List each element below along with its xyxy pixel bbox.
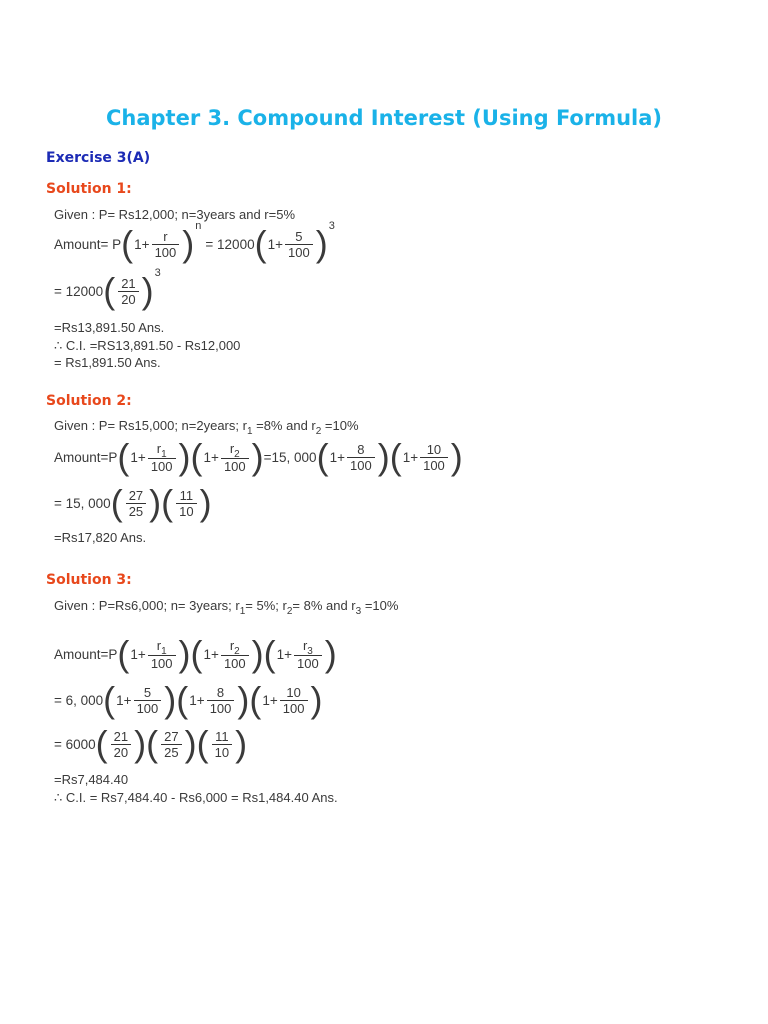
denominator: 100: [294, 655, 322, 671]
given-part: = 5%; r: [245, 598, 287, 613]
page-title: Chapter 3. Compound Interest (Using Formula): [105, 106, 663, 130]
given-part: = 8% and r: [292, 598, 356, 613]
r-symbol: r: [156, 637, 162, 653]
fraction: [176, 488, 196, 519]
amount-label: Amount= P: [54, 236, 122, 252]
subscript: 2: [234, 645, 240, 657]
denominator: 100: [347, 457, 375, 473]
solution-3-given: [54, 598, 399, 617]
amount-label: Amount=P: [54, 449, 118, 465]
equals-value: = 12000: [205, 236, 255, 252]
numerator: 8: [357, 441, 365, 457]
subscript: 2: [315, 426, 322, 437]
step-prefix: = 15, 000: [54, 495, 111, 511]
denominator: 100: [280, 700, 308, 716]
solution-2-heading: Solution 2:: [46, 393, 132, 409]
numerator: [154, 441, 170, 458]
numerator: [154, 638, 170, 655]
subscript: 1: [161, 448, 167, 460]
denominator: 20: [118, 291, 138, 307]
bracket: [117, 439, 190, 475]
bracket: [191, 439, 264, 475]
step-prefix: = 12000: [54, 283, 104, 299]
bracket: [146, 726, 196, 762]
numerator: 10: [426, 441, 442, 457]
one-plus: ( 1+: [267, 236, 283, 252]
denominator: 20: [111, 744, 131, 760]
bracket: [161, 485, 211, 521]
denominator: 100: [285, 244, 313, 260]
exponent: 3: [328, 220, 335, 232]
step-prefix: = 6000: [54, 736, 96, 752]
denominator: 100: [148, 458, 176, 474]
subscript: 2: [286, 606, 293, 617]
one-plus: ( 1+: [402, 449, 419, 465]
solution-3-ci: ∴ C.I. = Rs7,484.40 - Rs6,000 = Rs1,484.40 Ans.: [54, 790, 338, 805]
solution-3-result: =Rs7,484.40: [54, 772, 129, 787]
fraction: [118, 276, 138, 307]
bracket: [390, 439, 463, 475]
solution-1-given: Given : P= Rs12,000; n=3years and r=5%: [54, 207, 296, 222]
subscript: 1: [239, 606, 246, 617]
denominator: 100: [207, 700, 235, 716]
bracket: [111, 485, 161, 521]
numerator: ( 27: [164, 728, 179, 744]
one-plus: ( 1+: [189, 692, 205, 708]
fraction: [148, 441, 176, 474]
exponent: n: [195, 220, 202, 232]
solution-2-step: [54, 485, 212, 521]
equals-value: =15, 000: [263, 449, 317, 465]
bracket: [103, 273, 153, 309]
solution-1-result: =Rs13,891.50 Ans.: [54, 320, 165, 335]
denominator: 100: [148, 655, 176, 671]
subscript: 1: [246, 426, 253, 437]
solution-3-heading: Solution 3:: [46, 572, 132, 588]
subscript: 3: [355, 606, 362, 617]
solution-3-amount-formula: [54, 636, 337, 672]
exercise-heading: Exercise 3(A): [46, 150, 151, 166]
bracket: [103, 682, 176, 718]
bracket: [264, 636, 337, 672]
given-part: =10%: [361, 598, 399, 613]
one-plus: ( 1+: [203, 646, 219, 662]
subscript: 1: [161, 645, 167, 657]
denominator: 10: [176, 503, 196, 519]
bracket: [121, 226, 194, 262]
numerator: 5: [295, 228, 303, 244]
exponent: 3: [154, 267, 161, 279]
fraction: [148, 638, 176, 671]
denominator: 25: [126, 503, 146, 519]
fraction: [420, 442, 448, 473]
subscript: 3: [307, 645, 313, 657]
solution-2-result: =Rs17,820 Ans.: [54, 530, 147, 545]
numerator: ( 21: [113, 728, 129, 744]
given-part: =8% and r: [252, 418, 316, 433]
solution-1-heading: Solution 1:: [46, 181, 132, 197]
bracket: [176, 682, 249, 718]
denominator: 100: [420, 457, 448, 473]
numerator: [300, 638, 316, 655]
r-symbol: r: [156, 440, 162, 456]
fraction: [126, 488, 146, 519]
one-plus: ( 1+: [276, 646, 293, 662]
denominator: 100: [221, 458, 249, 474]
fraction: [347, 442, 375, 473]
given-part: Given : P= Rs15,000; n=2years; r: [54, 418, 247, 433]
bracket: [317, 439, 390, 475]
fraction: [221, 638, 249, 671]
fraction: [111, 729, 131, 760]
numerator: ( 11: [179, 487, 194, 503]
one-plus: ( 1+: [329, 449, 345, 465]
solution-1-step: [54, 267, 161, 309]
fraction: [134, 685, 162, 716]
numerator: [227, 638, 243, 655]
numerator: 8: [216, 684, 225, 700]
numerator: ( 27: [128, 487, 144, 503]
numerator: ( 21: [121, 275, 136, 291]
solution-1-ci: ∴ C.I. =RS13,891.50 - Rs12,000: [54, 338, 241, 353]
denominator: 10: [212, 744, 232, 760]
bracket: [117, 636, 190, 672]
one-plus: ( 1+: [203, 449, 219, 465]
one-plus: ( 1+: [262, 692, 278, 708]
denominator: 100: [152, 244, 180, 260]
given-part: =10%: [321, 418, 359, 433]
amount-label: Amount=P: [54, 646, 118, 662]
numerator: [227, 441, 243, 458]
r-symbol: r: [302, 637, 308, 653]
solution-1-amount-formula: [54, 220, 335, 262]
solution-2-amount-formula: [54, 439, 463, 475]
numerator: ( 11: [215, 728, 229, 744]
subscript: 2: [234, 448, 240, 460]
fraction: [221, 441, 249, 474]
denominator: 25: [161, 744, 181, 760]
numerator: 5: [143, 684, 152, 700]
solution-1-final: = Rs1,891.50 Ans.: [54, 355, 161, 370]
r-symbol: r: [229, 440, 235, 456]
one-plus: ( 1+: [116, 692, 132, 708]
fraction: [161, 729, 181, 760]
denominator: 100: [221, 655, 249, 671]
fraction: [212, 729, 232, 760]
solution-3-substitution: [54, 682, 323, 718]
one-plus: ( 1+: [134, 236, 150, 252]
fraction: [207, 685, 235, 716]
numerator: r: [163, 228, 168, 244]
fraction: [285, 229, 313, 260]
fraction: [294, 638, 322, 671]
r-symbol: r: [229, 637, 235, 653]
solution-3-step: [54, 726, 247, 762]
bracket: [249, 682, 322, 718]
bracket: [255, 226, 328, 262]
fraction: [152, 229, 180, 260]
step-prefix: = 6, 000: [54, 692, 104, 708]
bracket: [96, 726, 146, 762]
solution-2-given: [54, 418, 359, 437]
given-part: Given : P=Rs6,000; n= 3years; r: [54, 598, 240, 613]
one-plus: ( 1+: [130, 646, 146, 662]
fraction: [280, 685, 308, 716]
bracket: [191, 636, 264, 672]
denominator: 100: [134, 700, 162, 716]
numerator: 10: [286, 684, 301, 700]
one-plus: ( 1+: [130, 449, 146, 465]
bracket: [197, 726, 247, 762]
